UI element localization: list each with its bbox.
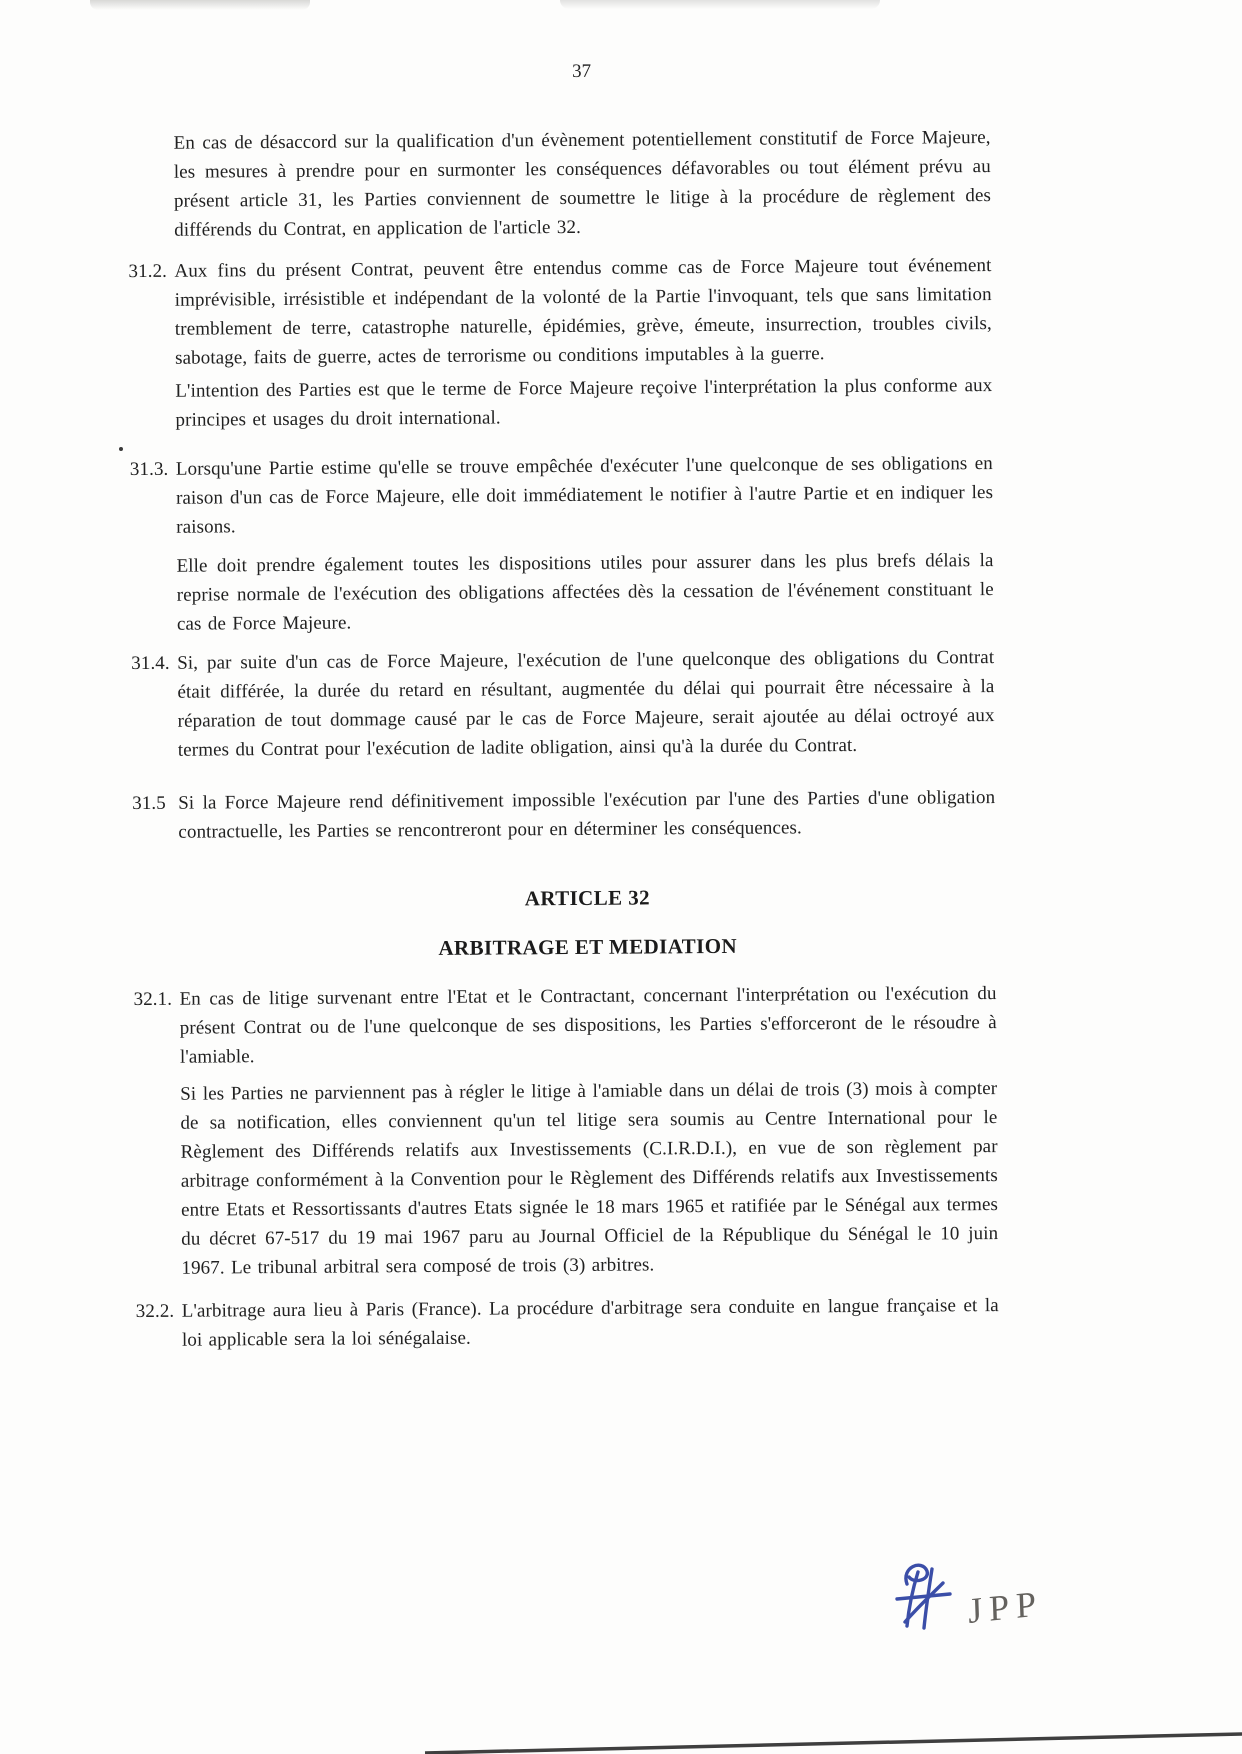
clause-31-5: [132, 783, 996, 847]
clause-32-2: [135, 1291, 999, 1355]
clause-32-1: [133, 979, 997, 1072]
stray-ink-dot-artifact: [119, 447, 123, 451]
clause-number: 31.4.: [131, 652, 170, 675]
clause-text: Si, par suite d'un cas de Force Majeure, l'exécution de l'une quelconque des obligations du Contrat était différée, la durée du retard en résultant, augmentée du délai qui pourrait être nécessaire à la réparation de tout dommage causé par le cas de Force Majeure, serait ajoutée au délai octroyé aux termes du Contrat pour l'exécution de ladite obligation, ainsi qu'à la durée du Contrat.: [177, 647, 995, 761]
clause-text: L'arbitrage aura lieu à Paris (France). La procédure d'arbitrage sera conduite en langue française et la loi applicable sera la loi sénégalaise.: [181, 1295, 999, 1351]
clause-text: Si la Force Majeure rend définitivement impossible l'exécution par l'une des Parties d'une obligation contractuelle, les Parties se rencontreront pour en déterminer les conséquences.: [178, 787, 996, 843]
clause-text: Lorsqu'une Partie estime qu'elle se trouve empêchée d'exécuter l'une quelconque de ses obligations en raison d'un cas de Force Majeure, elle doit immédiatement le notifier à l'autre Partie et en indiquer les raisons.: [175, 453, 994, 538]
page-number: 37: [572, 60, 592, 82]
page-content: [128, 54, 999, 1355]
handwritten-paraph-signature: [882, 1552, 972, 1647]
scan-artifact-smudge: [560, 0, 880, 9]
scan-artifact-smudge: [90, 0, 310, 10]
clause-text: Aux fins du présent Contrat, peuvent être entendus comme cas de Force Majeure tout événement imprévisible, irrésistible et indépendant de la volonté de la Partie l'invoquant, tels que sans limitation tremblement de terre, catastrophe naturelle, épidémies, grève, émeute, insurrection, troubles civils, sabotage, faits de guerre, actes de terrorisme ou conditions imputables à la guerre.: [174, 255, 992, 369]
paragraph-32-1-continuation: Si les Parties ne parviennent pas à régler le litige à l'amiable dans un délai de trois (3) mois à compter de sa notification, elles conviennent qu'un tel litige sera soumis au Centre International pour le Règlement des Différends relatifs aux Investissements (C.I.R.D.I.), en vue de son règlement par arbitrage conformément à la Convention pour le Règlement des Différends relatifs aux Investissements entre Etats et Ressortissants d'autres Etats signée le 18 mars 1965 et ratifiée par le Sénégal aux termes du décret 67-517 du 19 mai 1967 paru au Journal Officiel de la République du Sénégal le 10 juin 1967. Le tribunal arbitral sera composé de trois (3) arbitres.: [180, 1078, 999, 1279]
clause-31-4: [131, 643, 995, 765]
clause-number: 31.5: [132, 792, 166, 815]
paragraph-31-3-continuation: Elle doit prendre également toutes les dispositions utiles pour assurer dans les plus brefs délais la reprise normale de l'exécution des obligations affectées dès la cessation de l'événement constituant le cas de Force Majeure.: [176, 550, 994, 635]
paragraph-force-majeure-intro: En cas de désaccord sur la qualification d'un évènement potentiellement constitutif de Force Majeure, les mesures à prendre pour en surmonter les conséquences défavorables ou tout élément prévu au présent article 31, les Parties conviennent de soumettre le litige à la procédure de règlement des différends du Contrat, en application de l'article 32.: [173, 127, 992, 241]
article-32-title: ARTICLE 32: [524, 885, 651, 911]
paragraph-31-2-continuation: L'intention des Parties est que le terme de Force Majeure reçoive l'interprétation la plus conforme aux principes et usages du droit international.: [175, 375, 993, 431]
clause-number: 31.3.: [129, 458, 169, 481]
clause-31-3: [129, 449, 994, 542]
clause-text: En cas de litige survenant entre l'Etat et le Contractant, concernant l'interprétation ou l'exécution du présent Contrat ou de l'une quelconque de ses dispositions, les Parties s'efforceront de le résoudre à l'amiable.: [179, 983, 997, 1068]
clause-31-2: [128, 251, 992, 373]
handwritten-initials: JPP: [967, 1583, 1044, 1631]
clause-number: 32.2.: [135, 1300, 175, 1323]
clause-number: 32.1.: [133, 988, 173, 1011]
clause-number: 31.2.: [128, 260, 168, 283]
article-32-subtitle: ARBITRAGE ET MEDIATION: [438, 933, 738, 960]
